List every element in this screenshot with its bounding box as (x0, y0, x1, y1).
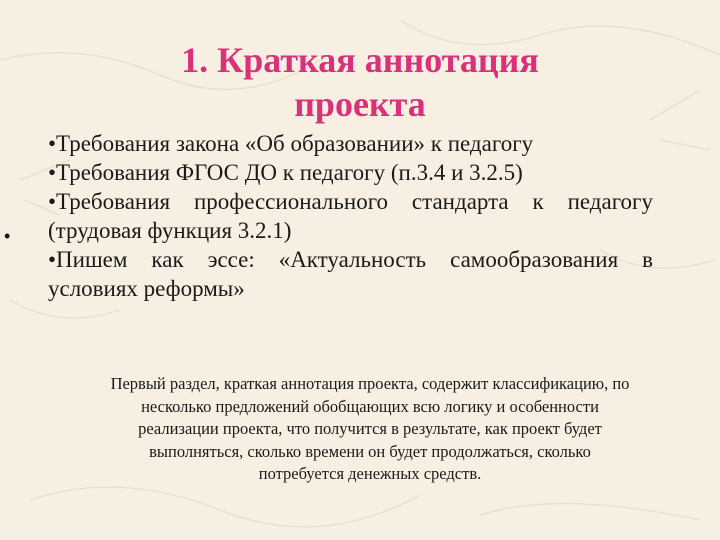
summary-line: выполняться, сколько времени он будет продолжаться, сколько (149, 441, 591, 461)
bullet-item: •Требования профессионального стандарта к педагогу (трудовая функция 3.2.1) (48, 189, 653, 243)
outer-bullet: • (4, 226, 11, 246)
bullet-item: •Требования ФГОС ДО к педагогу (п.3.4 и 3.2.5) (48, 160, 523, 185)
bullet-item: •Требования закона «Об образовании» к педагогу (48, 131, 534, 156)
slide-title (120, 38, 600, 126)
slide-title-line-2: проекта (294, 84, 426, 124)
summary-line: реализации проекта, что получится в результате, как проект будет (138, 419, 602, 438)
summary-line: потребуется денежных средств. (258, 464, 482, 483)
bullet-list (48, 129, 653, 303)
summary-paragraph (45, 373, 695, 486)
summary-line: несколько предложений обобщающих всю логику и особенности (141, 396, 599, 416)
summary-line: Первый раздел, краткая аннотация проекта, содержит классификацию, по (110, 374, 630, 393)
bullet-item: •Пишем как эссе: «Актуальность самообразования в условиях реформы» (48, 247, 653, 301)
slide-title-line-1: 1. Краткая аннотация (181, 40, 539, 80)
